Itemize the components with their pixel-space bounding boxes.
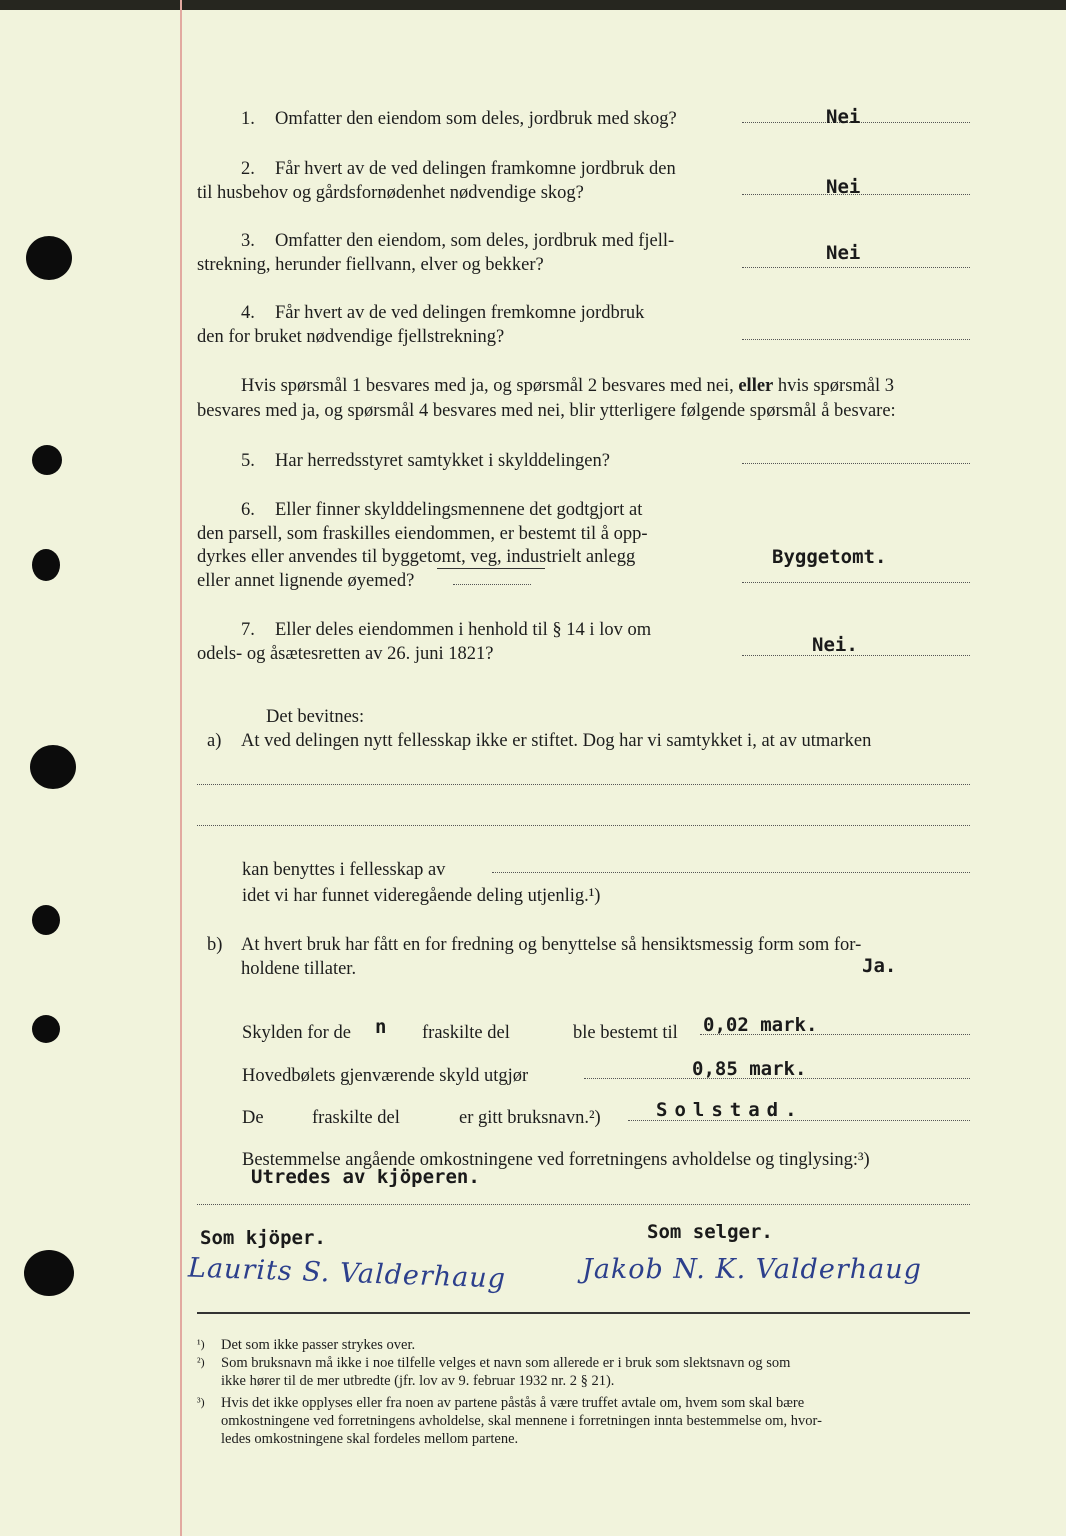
omkostning-label: Bestemmelse angående omkostningene ved forretningens avholdelse og tinglysing:³): [242, 1150, 870, 1170]
question-number: 6.: [241, 500, 255, 520]
attest-a-text: At ved delingen nytt fellesskap ikke er stiftet. Dog har vi samtykket i, at av utmarken: [241, 731, 872, 751]
conditional-text: Hvis spørsmål 1 besvares med ja, og spørsmål 2 besvares med nei,: [241, 376, 734, 396]
question-text: Eller deles eiendommen i henhold til § 14 i lov om: [275, 620, 652, 640]
question-text: den for bruket nødvendige fjellstrekning?: [197, 327, 505, 347]
question-text: dyrkes eller anvendes til byggetomt, veg, industrielt anlegg: [197, 547, 636, 567]
conditional-text: hvis spørsmål 3: [777, 376, 895, 396]
answer-line: [742, 267, 970, 268]
punch-hole: [30, 745, 76, 789]
fill-line: [492, 872, 970, 873]
punch-hole: [24, 1250, 74, 1296]
question-text: den parsell, som fraskilles eiendommen, er bestemt til å opp-: [197, 524, 648, 544]
skyld-value: 0,85 mark.: [692, 1058, 807, 1080]
question-text: strekning, herunder fiellvann, elver og bekker?: [197, 255, 544, 275]
punch-hole: [32, 549, 60, 581]
question-text: Har herredsstyret samtykket i skylddelingen?: [275, 451, 610, 471]
question-number: 5.: [241, 451, 255, 471]
footnote-mark: ²): [197, 1355, 205, 1369]
seller-label: Som selger.: [647, 1221, 773, 1243]
skyld-handwritten: n: [375, 1016, 387, 1038]
skyld-label: er gitt bruksnavn.²): [459, 1108, 601, 1128]
footnote-text: Hvis det ikke opplyses eller fra noen av partene påstås å være truffet avtale om, hvem som skal bære: [221, 1395, 805, 1411]
footnote-text: omkostningene ved forretningens avholdelse, skal mennene i forretningen innta bestemmelse om, hvor-: [221, 1413, 822, 1429]
skyld-label: ble bestemt til: [573, 1023, 678, 1043]
buyer-label: Som kjöper.: [200, 1227, 326, 1249]
signature-rule: [197, 1312, 970, 1314]
question-number: 3.: [241, 231, 255, 251]
conditional-paragraph-line: [241, 374, 894, 398]
byggetomt-underline: [437, 568, 545, 569]
skyld-label: De: [242, 1108, 264, 1128]
question-number: 1.: [241, 109, 255, 129]
attest-b-answer: Ja.: [862, 955, 897, 977]
conditional-paragraph-line: besvares med ja, og spørsmål 4 besvares med nei, blir ytterligere følgende spørsmål å besvare:: [197, 401, 896, 421]
attest-b-label: b): [207, 935, 223, 955]
question-number: 7.: [241, 620, 255, 640]
question-number: 2.: [241, 159, 255, 179]
punch-hole: [32, 445, 62, 475]
question-text: eller annet lignende øyemed?: [197, 571, 415, 591]
question-text: til husbehov og gårdsfornødenhet nødvendige skog?: [197, 183, 584, 203]
fill-line: [197, 825, 970, 826]
question-text: odels- og åsætesretten av 26. juni 1821?: [197, 644, 494, 664]
footnote-text: Som bruksnavn må ikke i noe tilfelle velges et navn som allerede er i bruk som slektsnavn og som: [221, 1355, 791, 1371]
answer-value: Nei.: [812, 634, 858, 656]
question-text: Omfatter den eiendom som deles, jordbruk med skog?: [275, 109, 677, 129]
margin-line: [180, 0, 182, 1536]
punch-hole: [32, 905, 60, 935]
footnote-mark: ³): [197, 1395, 205, 1409]
question-text: Eller finner skylddelingsmennene det godtgjort at: [275, 500, 643, 520]
answer-value: Byggetomt.: [772, 546, 887, 568]
answer-line: [742, 463, 970, 464]
fill-line: [197, 784, 970, 785]
question-number: 4.: [241, 303, 255, 323]
answer-value: Nei: [826, 176, 861, 198]
question-text: Får hvert av de ved delingen fremkomne jordbruk: [275, 303, 645, 323]
footnote-text: ikke hører til de mer utbredte (jfr. lov av 9. februar 1932 nr. 2 § 21).: [221, 1373, 615, 1389]
question-text: Omfatter den eiendom, som deles, jordbruk med fjell-: [275, 231, 675, 251]
skyld-label: Skylden for de: [242, 1023, 351, 1043]
attest-kan: kan benyttes i fellesskap av: [242, 860, 446, 880]
omkostning-value: Utredes av kjöperen.: [251, 1166, 480, 1188]
skyld-label: fraskilte del: [422, 1023, 510, 1043]
answer-line: [742, 339, 970, 340]
skyld-label: Hovedbølets gjenværende skyld utgjør: [242, 1066, 529, 1086]
attest-intro: Det bevitnes:: [266, 707, 365, 727]
seller-signature: Jakob N. K. Valderhaug: [582, 1254, 922, 1285]
fill-line: [197, 1204, 970, 1205]
footnote-mark: ¹): [197, 1337, 205, 1351]
attest-b-text: holdene tillater.: [241, 959, 357, 979]
scan-top-edge: [0, 0, 1066, 10]
punch-hole: [32, 1015, 60, 1043]
attest-b-text: At hvert bruk har fått en for fredning og benyttelse så hensiktsmessig form som for-: [241, 935, 862, 955]
answer-line: [453, 584, 531, 585]
question-text: Får hvert av de ved delingen framkomne jordbruk den: [275, 159, 676, 179]
buyer-signature: Laurits S. Valderhaug: [187, 1252, 507, 1295]
skyld-value: 0,02 mark.: [703, 1014, 818, 1036]
attest-a-label: a): [207, 731, 222, 751]
footnote-text: Det som ikke passer strykes over.: [221, 1337, 416, 1353]
punch-hole: [26, 236, 72, 280]
conditional-emphasis: eller: [738, 376, 774, 396]
footnote-text: ledes omkostningene skal fordeles mellom partene.: [221, 1431, 519, 1447]
answer-value: Nei: [826, 106, 861, 128]
answer-line: [742, 582, 970, 583]
bruksnavn-value: Solstad.: [656, 1099, 804, 1121]
attest-idet: idet vi har funnet videregående deling utjenlig.¹): [242, 886, 601, 906]
skyld-label: fraskilte del: [312, 1108, 400, 1128]
answer-value: Nei: [826, 242, 861, 264]
